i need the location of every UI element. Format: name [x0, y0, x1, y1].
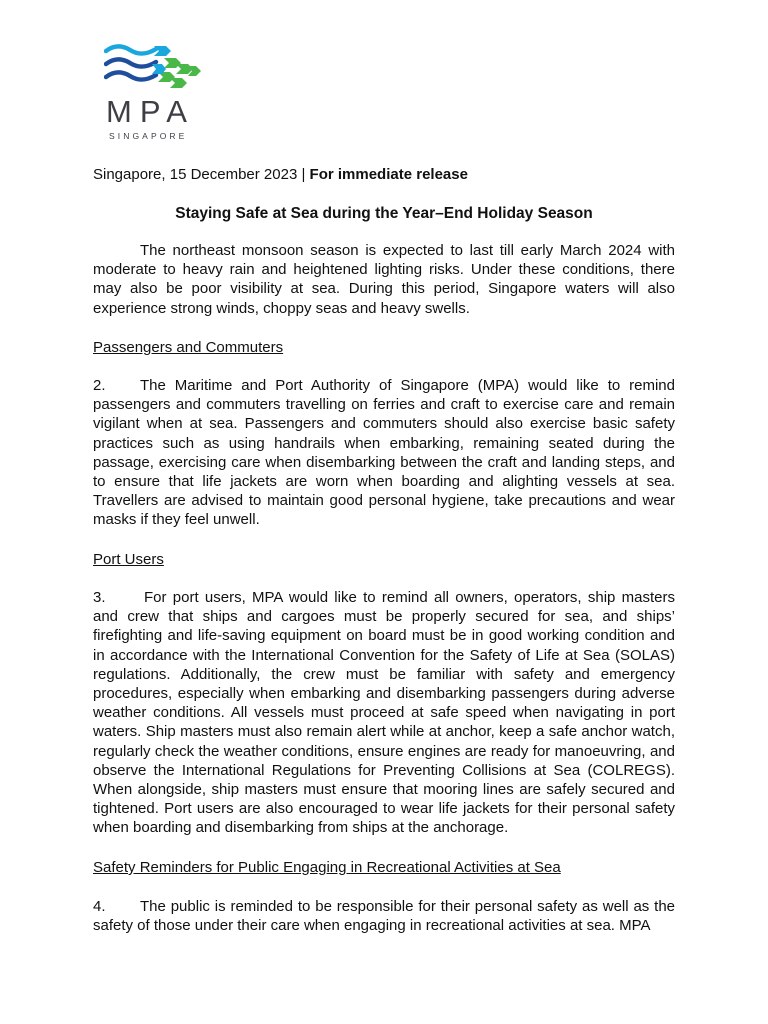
intro-paragraph: The northeast monsoon season is expected to last till early March 2024 with moderate to heavy rain and heightened lighting risks. Under these conditions, there may also be poor visibility at sea. During this period, Singapore waters will also experience strong winds, choppy seas and heavy swells.: [93, 242, 675, 317]
heading-port-users: Port Users: [93, 551, 164, 568]
logo-wordmark: MPA: [106, 94, 195, 129]
paragraph-text: The Maritime and Port Authority of Singapore (MPA) would like to remind passengers and commuters travelling on ferries and craft to exercise care and remain vigilant when at sea. Passengers and commuters should also exercise basic safety practices such as using handrails when embarking, remaining seated during the passage, exercising care when disembarking between the craft and landing steps, and to ensure that life jackets are worn when boarding and alighting vessels at sea. Travellers are advised to maintain good personal hygiene, take precautions and wear masks if they feel unwell.: [93, 377, 675, 529]
release-label: For immediate release: [309, 166, 468, 183]
paragraph-number: 4.: [93, 898, 106, 915]
paragraph-3: [93, 588, 675, 838]
paragraph-4: [93, 897, 675, 935]
dateline: [93, 165, 675, 184]
paragraph-text: The public is reminded to be responsible for their personal safety as well as the safety of those under their care when engaging in recreational activities at sea. MPA: [93, 898, 675, 935]
mpa-logo: [100, 44, 210, 144]
paragraph-text: For port users, MPA would like to remind all owners, operators, ship masters and crew that ships and cargoes must be properly secured for sea, and ships’ firefighting and life-saving equipment on board must be in good working condition and in accordance with the International Convention for the Safety of Life at Sea (SOLAS) regulations. Additionally, the crew must be familiar with safety and emergency procedures, especially when embarking and disembarking passengers during adverse weather conditions. All vessels must proceed at safe speed when navigating in port waters. Ship masters must also remain alert while at anchor, keep a safe anchor watch, regularly check the weather conditions, ensure engines are ready for manoeuvring, and observe the International Regulations for Preventing Collisions at Sea (COLREGS). When alongside, ship masters must ensure that mooring lines are safely secured and tightened. Port users are also encouraged to wear life jackets for their personal safety when boarding and disembarking from ships at the anchorage.: [93, 589, 675, 837]
logo-subtitle: SINGAPORE: [109, 131, 188, 141]
paragraph-number: 2.: [93, 377, 106, 394]
place-date: Singapore, 15 December 2023 |: [93, 166, 310, 183]
waves-arrows-icon: [104, 44, 204, 90]
heading-passengers: Passengers and Commuters: [93, 339, 284, 356]
paragraph-2: [93, 376, 675, 530]
document-title: Staying Safe at Sea during the Year–End Holiday Season: [175, 205, 593, 222]
heading-recreational: Safety Reminders for Public Engaging in Recreational Activities at Sea: [93, 859, 561, 876]
paragraph-number: 3.: [93, 589, 106, 606]
